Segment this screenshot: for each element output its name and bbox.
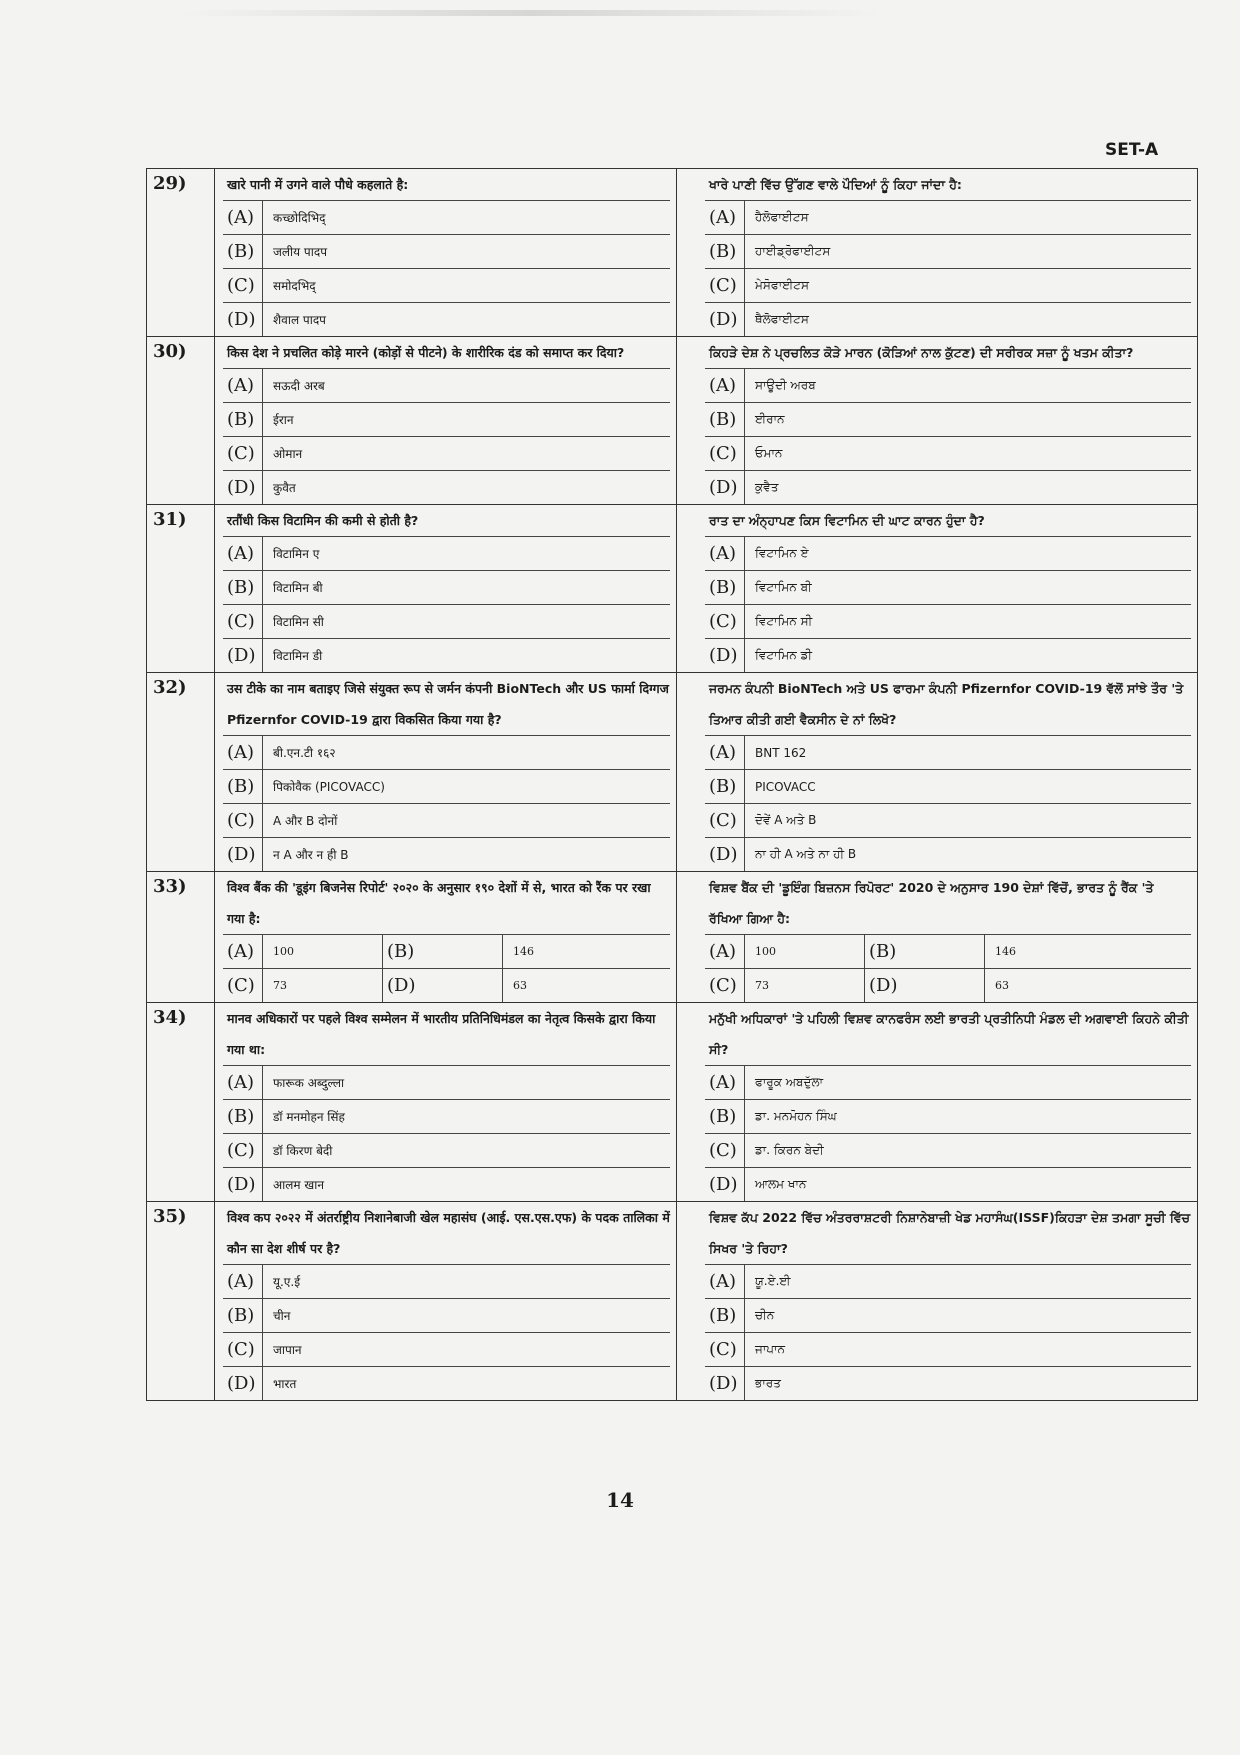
option-text: 63 [995,979,1009,992]
option-text: ਕੁਵੈਤ [755,480,779,494]
option-letter: (D) [705,303,745,336]
answer-option [705,1265,1191,1299]
question-text: विश्व कप २०२२ में अंतर्राष्ट्रीय निशानेबाजी खेल महासंघ (आई. एस.एस.एफ) के पदक तालिका में कौन सा देश शीर्ष पर है? [223,1202,670,1265]
option-letter: (B) [223,403,263,436]
option-text: ਫਾਰੂਕ ਅਬਦੁੱਲਾ [755,1075,824,1089]
option-letter: (B) [223,571,263,604]
question-number: 35) [147,1202,215,1400]
answer-option [705,736,1191,770]
hindi-column [215,337,677,504]
question-text: किस देश ने प्रचलित कोड़े मारने (कोड़ों से पीटने) के शारीरिक दंड को समाप्त कर दिया? [223,337,670,369]
scan-artifact [180,10,880,16]
option-text: डॉ मनमोहन सिंह [273,1110,345,1124]
option-letter: (C) [223,269,263,302]
answer-option [223,369,670,403]
option-text: 73 [745,969,865,1002]
punjabi-column [677,169,1197,336]
answer-option [223,736,670,770]
answer-option [223,537,670,571]
answer-option [705,639,1191,672]
question-text: उस टीके का नाम बताइए जिसे संयुक्त रूप से जर्मन कंपनी BioNTech और US फार्मा दिग्गज Pfizernfor COVID-19 द्वारा विकसित किया गया है? [223,673,670,736]
option-text: ਈਰਾਨ [755,412,785,426]
option-letter: (D) [705,1168,745,1201]
answer-option [705,571,1191,605]
option-letter: (D) [223,838,263,871]
option-letter: (C) [705,605,745,638]
option-letter: (C) [223,969,263,1002]
question-row [147,872,1197,1003]
question-row [147,1003,1197,1202]
option-text: ਯੂ.ਏ.ਈ [755,1274,791,1288]
answer-option [705,1066,1191,1100]
option-text: विटामिन बी [273,581,323,595]
answer-option [705,471,1191,504]
answer-option-row [223,969,670,1002]
question-row [147,1202,1197,1400]
option-text: न A और न ही B [273,848,349,862]
question-text: ਮਨੁੱਖੀ ਅਧਿਕਾਰਾਂ 'ਤੇ ਪਹਿਲੀ ਵਿਸ਼ਵ ਕਾਨਫਰੰਸ ਲਈ ਭਾਰਤੀ ਪ੍ਰਤੀਨਿਧੀ ਮੰਡਲ ਦੀ ਅਗਵਾਈ ਕਿਹਨੇ ਕੀਤੀ ਸੀ? [705,1003,1191,1066]
punjabi-column [677,673,1197,871]
option-text: ਵਿਟਾਮਿਨ ਬੀ [755,580,812,594]
option-text: विटामिन सी [273,615,324,629]
option-text: 146 [513,945,534,958]
option-letter: (D) [705,639,745,672]
question-text: ਕਿਹੜੇ ਦੇਸ਼ ਨੇ ਪ੍ਰਚਲਿਤ ਕੋੜੇ ਮਾਰਨ (ਕੋੜਿਆਂ ਨਾਲ ਕੁੱਟਣ) ਦੀ ਸਰੀਰਕ ਸਜ਼ਾ ਨੂੰ ਖਤਮ ਕੀਤਾ? [705,337,1191,369]
option-text: 63 [513,979,527,992]
hindi-column [215,1003,677,1201]
answer-option [223,235,670,269]
option-text: चीन [273,1309,291,1323]
answer-option [223,1299,670,1333]
question-text: रतौंधी किस विटामिन की कमी से होती है? [223,505,670,537]
answer-option [705,605,1191,639]
option-letter: (A) [705,201,745,234]
option-letter: (D) [223,303,263,336]
answer-option [705,201,1191,235]
answer-option [223,437,670,471]
punjabi-column [677,1003,1197,1201]
option-letter: (D) [705,1367,745,1400]
answer-option [223,1367,670,1400]
option-letter: (A) [223,935,263,968]
option-letter: (A) [705,1066,745,1099]
question-text: विश्व बैंक की 'डूइंग बिजनेस रिपोर्ट' २०२० के अनुसार १९० देशों में से, भारत को रैंक पर रखा गया है: [223,872,670,935]
option-text: ਡਾ. ਮਨਮੋਹਨ ਸਿੰਘ [755,1109,837,1123]
answer-option [705,804,1191,838]
option-letter: (C) [705,804,745,837]
question-text: ਜਰਮਨ ਕੰਪਨੀ BioNTech ਅਤੇ US ਫਾਰਮਾ ਕੰਪਨੀ Pfizernfor COVID-19 ਵੱਲੋਂ ਸਾਂਝੇ ਤੌਰ 'ਤੇ ਤਿਆਰ ਕੀਤੀ ਗਈ ਵੈਕਸੀਨ ਦੇ ਨਾਂ ਲਿਖੋ? [705,673,1191,736]
option-text: ਚੀਨ [755,1308,775,1322]
option-text: ਹਾਈਡ੍ਰੋਫਾਈਟਸ [755,244,831,258]
option-letter: (B) [223,770,263,803]
question-text: खारे पानी में उगने वाले पौधे कहलाते है: [223,169,670,201]
option-text: A और B दोनों [273,814,338,828]
option-letter: (B) [705,1299,745,1332]
question-text: ਵਿਸ਼ਵ ਕੱਪ 2022 ਵਿੱਚ ਅੰਤਰਰਾਸ਼ਟਰੀ ਨਿਸ਼ਾਨੇਬਾਜ਼ੀ ਖੇਡ ਮਹਾਸੰਘ(ISSF)ਕਿਹੜਾ ਦੇਸ਼ ਤਮਗਾ ਸੂਚੀ ਵਿੱਚ ਸਿਖਰ 'ਤੇ ਰਿਹਾ? [705,1202,1191,1265]
option-letter: (C) [705,969,745,1002]
question-row [147,337,1197,505]
option-text: ਜਾਪਾਨ [755,1342,785,1356]
option-letter: (B) [223,1100,263,1133]
option-letter: (D) [705,471,745,504]
answer-option [223,804,670,838]
option-text: जापान [273,1343,302,1357]
option-text: यू.ए.ई [273,1275,301,1289]
answer-option-row [705,935,1191,969]
option-text: शैवाल पादप [273,313,327,327]
question-number: 29) [147,169,215,336]
option-text: विटामिन डी [273,649,323,663]
hindi-column [215,505,677,672]
option-text: 100 [263,935,383,968]
option-letter: (A) [223,1066,263,1099]
answer-option [705,1134,1191,1168]
option-letter: (C) [223,437,263,470]
answer-option [705,1367,1191,1400]
option-text: ਵਿਟਾਮਿਨ ਸੀ [755,614,813,628]
option-text: ਭਾਰਤ [755,1376,781,1390]
question-table [146,168,1198,1401]
option-text: जलीय पादप [273,245,328,259]
option-letter: (D) [705,838,745,871]
option-text: ਡਾ. ਕਿਰਨ ਬੇਦੀ [755,1143,824,1157]
option-letter: (A) [223,1265,263,1298]
answer-option [705,269,1191,303]
question-text: ਖਾਰੇ ਪਾਣੀ ਵਿੱਚ ਉੱਗਣ ਵਾਲੇ ਪੌਦਿਆਂ ਨੂੰ ਕਿਹਾ ਜਾਂਦਾ ਹੈ: [705,169,1191,201]
option-text: समोदभिद् [273,279,316,293]
option-text: PICOVACC [755,779,816,794]
option-letter: (A) [223,537,263,570]
answer-option [223,1066,670,1100]
option-letter: (C) [223,1333,263,1366]
answer-option [705,1168,1191,1201]
answer-option [223,1265,670,1299]
answer-option [223,1168,670,1201]
answer-option-row [705,969,1191,1002]
option-text: कच्छोदिभिद् [273,211,326,225]
option-letter: (B) [383,935,503,968]
option-letter: (C) [705,269,745,302]
option-letter: (B) [705,235,745,268]
option-letter: (B) [865,935,985,968]
question-text: ਰਾਤ ਦਾ ਅੰਨ੍ਹਾਪਣ ਕਿਸ ਵਿਟਾਮਿਨ ਦੀ ਘਾਟ ਕਾਰਨ ਹੁੰਦਾ ਹੈ? [705,505,1191,537]
question-row [147,673,1197,872]
option-text: ओमान [273,447,303,461]
option-text: पिकोवैक (PICOVACC) [273,780,385,794]
answer-option [223,639,670,672]
option-letter: (C) [223,605,263,638]
answer-option [223,838,670,871]
answer-option [705,1333,1191,1367]
answer-option [705,369,1191,403]
answer-option [705,235,1191,269]
option-text: 100 [745,935,865,968]
option-letter: (D) [865,969,985,1002]
question-text: ਵਿਸ਼ਵ ਬੈਂਕ ਦੀ 'ਡੂਇੰਗ ਬਿਜ਼ਨਸ ਰਿਪੋਰਟ' 2020 ਦੇ ਅਨੁਸਾਰ 190 ਦੇਸ਼ਾਂ ਵਿੱਚੋਂ, ਭਾਰਤ ਨੂੰ ਰੈਂਕ 'ਤੇ ਰੱਖਿਆ ਗਿਆ ਹੈ: [705,872,1191,935]
option-letter: (A) [705,935,745,968]
punjabi-column [677,337,1197,504]
hindi-column [215,673,677,871]
answer-option [705,838,1191,871]
question-row [147,505,1197,673]
option-text: ਓਮਾਨ [755,446,783,460]
question-number: 32) [147,673,215,871]
answer-option [223,403,670,437]
option-letter: (B) [705,403,745,436]
page-number: 14 [606,1488,634,1512]
question-number: 31) [147,505,215,672]
option-letter: (D) [223,1168,263,1201]
answer-option [223,269,670,303]
set-label: SET-A [1105,140,1159,160]
option-text: फारूक अब्दुल्ला [273,1076,345,1090]
answer-option [223,571,670,605]
option-text: 146 [995,945,1016,958]
option-text: बी.एन.टी १६२ [273,746,336,760]
option-letter: (D) [223,639,263,672]
answer-option [223,303,670,336]
question-text: मानव अधिकारों पर पहले विश्व सम्मेलन में भारतीय प्रतिनिधिमंडल का नेतृत्व किसके द्वारा किया गया था: [223,1003,670,1066]
option-text: ਵਿਟਾਮਿਨ ਡੀ [755,648,812,662]
answer-option [705,770,1191,804]
option-text: ਥੈਲੋਫਾਈਟਸ [755,312,809,326]
answer-option [223,201,670,235]
option-text: ਨਾ ਹੀ A ਅਤੇ ਨਾ ਹੀ B [755,847,857,861]
option-letter: (C) [705,1134,745,1167]
answer-option [223,471,670,504]
answer-option [223,605,670,639]
option-text: ਦੋਵੇਂ A ਅਤੇ B [755,813,817,827]
option-text: ईरान [273,413,294,427]
option-letter: (B) [705,571,745,604]
option-text: कुवैत [273,481,296,495]
option-text: ਸਾਊਦੀ ਅਰਬ [755,378,816,392]
option-letter: (C) [223,804,263,837]
option-letter: (B) [705,770,745,803]
option-text: BNT 162 [755,745,807,760]
answer-option [705,437,1191,471]
option-text: ਹੈਲੋਫਾਈਟਸ [755,210,809,224]
option-letter: (B) [223,1299,263,1332]
answer-option [223,1333,670,1367]
question-number: 30) [147,337,215,504]
option-letter: (C) [705,437,745,470]
option-text: ਆਲਮ ਖਾਨ [755,1177,807,1191]
option-text: भारत [273,1377,297,1391]
option-letter: (D) [223,1367,263,1400]
option-letter: (B) [223,235,263,268]
hindi-column [215,169,677,336]
punjabi-column [677,872,1197,1002]
punjabi-column [677,1202,1197,1400]
option-text: 73 [263,969,383,1002]
answer-option [223,1134,670,1168]
option-text: ਵਿਟਾਮਿਨ ਏ [755,546,809,560]
option-letter: (A) [223,369,263,402]
option-letter: (B) [705,1100,745,1133]
answer-option [705,303,1191,336]
option-letter: (A) [705,537,745,570]
option-letter: (A) [705,1265,745,1298]
question-number: 33) [147,872,215,1002]
option-text: डॉ किरण बेदी [273,1144,333,1158]
punjabi-column [677,505,1197,672]
answer-option [705,1100,1191,1134]
option-text: आलम खान [273,1178,324,1192]
answer-option [223,1100,670,1134]
hindi-column [215,872,677,1002]
option-letter: (D) [223,471,263,504]
option-text: ਮੇਸੋਫਾਈਟਸ [755,278,809,292]
answer-option [705,403,1191,437]
option-letter: (A) [223,736,263,769]
answer-option [705,537,1191,571]
option-letter: (A) [223,201,263,234]
option-letter: (A) [705,369,745,402]
hindi-column [215,1202,677,1400]
option-letter: (A) [705,736,745,769]
option-letter: (D) [383,969,503,1002]
option-text: विटामिन ए [273,547,320,561]
answer-option [223,770,670,804]
option-text: सऊदी अरब [273,379,325,393]
question-row [147,169,1197,337]
answer-option-row [223,935,670,969]
answer-option [705,1299,1191,1333]
option-letter: (C) [223,1134,263,1167]
option-letter: (C) [705,1333,745,1366]
question-number: 34) [147,1003,215,1201]
